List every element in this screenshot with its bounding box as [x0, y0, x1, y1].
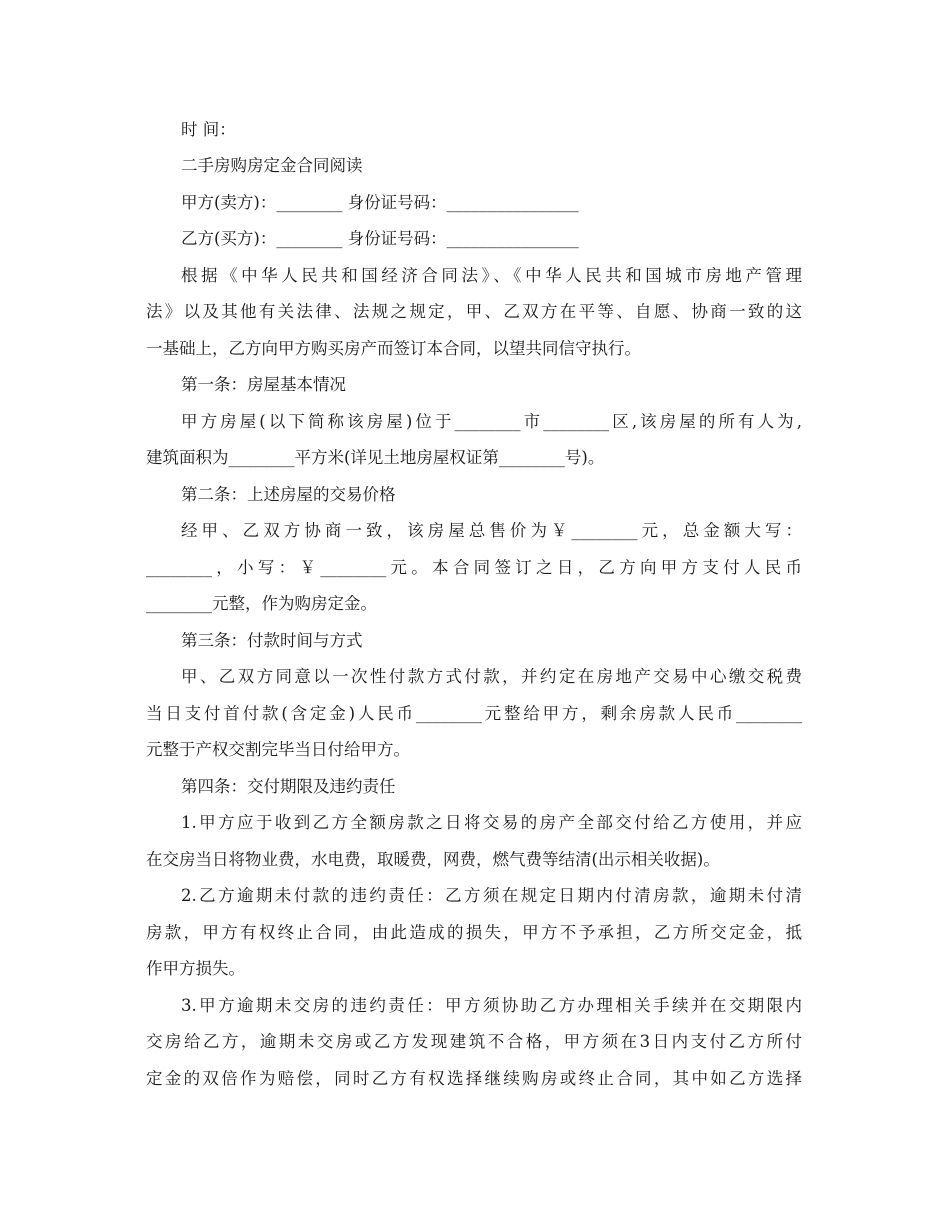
- paragraph-line: 经甲、乙双方协商一致，该房屋总售价为￥________元，总金额大写：: [181, 521, 802, 540]
- section-heading: 第一条：房屋基本情况: [181, 375, 346, 394]
- paragraph-line: 1.甲方应于收到乙方全额房款之日将交易的房产全部交付给乙方使用，并应: [181, 813, 802, 832]
- paragraph-line: ________元整，作为购房定金。: [146, 594, 377, 613]
- paragraph-line: 根据《中华人民共和国经济合同法》、《中华人民共和国城市房地产管理: [181, 266, 802, 285]
- paragraph-line: 法》以及其他有关法律、法规之规定，甲、乙双方在平等、自愿、协商一致的这: [146, 302, 802, 321]
- paragraph-line: ________，小写：￥________元。本合同签订之日，乙方向甲方支付人民币: [146, 558, 802, 577]
- document-title: 二手房购房定金合同阅读: [181, 156, 363, 175]
- section-heading: 第二条：上述房屋的交易价格: [181, 485, 396, 504]
- paragraph-line: 当日支付首付款(含定金)人民币________元整给甲方，剩余房款人民币________: [146, 704, 802, 723]
- paragraph-line: 一基础上，乙方向甲方购买房产而签订本合同，以望共同信守执行。: [146, 339, 641, 358]
- section-heading: 第四条：交付期限及违约责任: [181, 777, 396, 796]
- paragraph-line: 交房给乙方，逾期未交房或乙方发现建筑不合格，甲方须在3日内支付乙方所付: [146, 1032, 802, 1051]
- paragraph-line: 房款，甲方有权终止合同，由此造成的损失，甲方不予承担，乙方所交定金，抵: [146, 923, 802, 942]
- party-b-line: 乙方(买方)：________ 身份证号码：________________: [181, 229, 579, 248]
- paragraph-line: 建筑面积为________平方米(详见土地房屋权证第________号)。: [146, 448, 605, 467]
- paragraph-line: 甲、乙双方同意以一次性付款方式付款，并约定在房地产交易中心缴交税费: [181, 667, 802, 686]
- section-heading: 第三条：付款时间与方式: [181, 631, 363, 650]
- paragraph-line: 3.甲方逾期未交房的违约责任：甲方须协助乙方办理相关手续并在交期限内: [181, 996, 802, 1015]
- paragraph-line: 作甲方损失。: [146, 959, 245, 978]
- paragraph-line: 元整于产权交割完毕当日付给甲方。: [146, 740, 410, 759]
- paragraph-line: 2.乙方逾期未付款的违约责任：乙方须在规定日期内付清房款，逾期未付清: [181, 886, 802, 905]
- paragraph-line: 在交房当日将物业费，水电费，取暖费，网费，燃气费等结清(出示相关收据)。: [146, 850, 720, 869]
- paragraph-line: 定金的双倍作为赔偿，同时乙方有权选择继续购房或终止合同，其中如乙方选择: [146, 1069, 802, 1088]
- time-label: 时 间：: [181, 120, 236, 139]
- party-a-line: 甲方(卖方)：________ 身份证号码：________________: [181, 193, 579, 212]
- paragraph-line: 甲方房屋(以下简称该房屋)位于________市________区,该房屋的所有人为,: [181, 412, 802, 431]
